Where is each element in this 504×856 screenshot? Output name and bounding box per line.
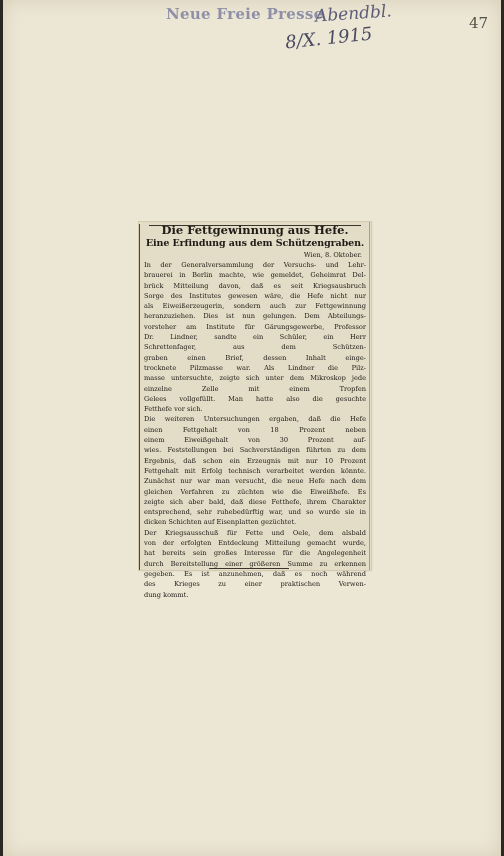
handwritten-date: 8/X. 1915	[284, 23, 374, 54]
newspaper-name-stamp: Neue Freie Presse	[166, 5, 324, 23]
text-line: In der Generalversammlung der Versuchs- und Lehr-	[144, 261, 366, 269]
clipping-left-rule	[139, 224, 140, 570]
text-line: einem Eiweißgehalt von 30 Prozent auf-	[144, 436, 366, 445]
text-line: Schrettenfager, aus dem Schützen-	[144, 343, 366, 352]
text-line: Zunächst nur war man versucht, die neue Hefe nach dem	[144, 477, 366, 486]
text-line: des Krieges zu einer praktischen Verwen-	[144, 580, 366, 589]
text-line: wies. Feststellungen bei Sachverständigen führten zu dem	[144, 446, 366, 455]
text-line: hat bereits sein großes Interesse für die Angelegenheit	[144, 549, 366, 558]
text-line: gleichen Verfahren zu züchten wie die Eiweißhefe. Es	[144, 487, 366, 496]
text-line: Die weiteren Untersuchungen ergaben, daß die Hefe	[144, 415, 366, 424]
text-line: Ergebnis, daß schon ein Erzeugnis mit nur 10 Prozent	[144, 456, 366, 465]
text-line: gegeben. Es ist anzunehmen, daß es noch während	[144, 569, 366, 578]
text-line: Fetthefe vor sich.	[144, 405, 203, 414]
text-line: zeigte sich aber bald, daß diese Fetthefe, ihrem Charakter	[144, 497, 366, 506]
article-headline: Die Fettgewinnung aus Hefe.	[161, 223, 349, 237]
text-line: trocknete Pilzmasse war. Als Lindner die Pilz-	[144, 363, 366, 372]
text-line: dicken Schichten auf Eisenplatten gezüchtet.	[144, 518, 297, 527]
text-line: Der Kriegsausschuß für Fette und Oele, dem alsbald	[144, 528, 366, 537]
article-paragraph-3	[144, 528, 366, 600]
article-dateline: Wien, 8. Oktober.	[303, 251, 362, 259]
article-paragraph-2	[144, 414, 366, 527]
text-line: Fettgehalt mit Erfolg technisch verarbeitet werden könnte.	[144, 466, 366, 475]
archive-sheet	[3, 0, 501, 856]
text-line: graben einen Brief, dessen Inhalt einge-	[144, 353, 366, 362]
text-line: einzelne Zelle mit einem Tropfen	[144, 384, 366, 393]
text-line: durch Bereitstellung einer größeren Summe zu erkennen	[144, 559, 366, 568]
text-line: einen Fettgehalt von 18 Prozent neben	[144, 425, 366, 434]
text-line: von der erfolgten Entdeckung Mitteilung gemacht wurde,	[144, 539, 366, 548]
article-subheadline: Eine Erfindung aus dem Schützengraben.	[145, 238, 365, 249]
text-line: Sorge des Institutes gewesen wäre, die Hefe nicht nur	[144, 291, 366, 300]
text-line: entsprechend, sehr ruhebedürftig war, und so wurde sie in	[144, 508, 366, 517]
text-line: Dr. Lindner, sandte ein Schüler, ein Herr	[144, 333, 366, 342]
text-line: vorsteher am Institute für Gärungsgewerbe, Professor	[144, 322, 366, 331]
clipping-right-edge	[369, 222, 370, 570]
text-line: heranzuziehen. Dies ist nun gelungen. Dem Abteilungs-	[144, 312, 366, 321]
clipping-end-rule	[209, 568, 289, 569]
text-line: dung kommt.	[144, 590, 189, 599]
text-line: brück Mitteilung davon, daß es seit Kriegsausbruch	[144, 281, 366, 290]
text-line: masse untersuchte, zeigte sich unter dem Mikroskop jede	[144, 374, 366, 383]
newspaper-clipping	[139, 222, 371, 599]
handwritten-edition-note: Abendbl.	[314, 1, 393, 27]
article-body	[144, 223, 366, 600]
text-line: als Eiweißerzeugerin, sondern auch zur Fettgewinnung	[144, 302, 366, 311]
page-number: 47	[469, 14, 489, 32]
text-line: brauerei in Berlin machte, wie gemeldet, Geheimrat Del-	[144, 271, 366, 280]
article-paragraph-1	[144, 260, 366, 414]
text-line: Gelees vollgefüllt. Man hatte also die gesuchte	[144, 394, 366, 403]
